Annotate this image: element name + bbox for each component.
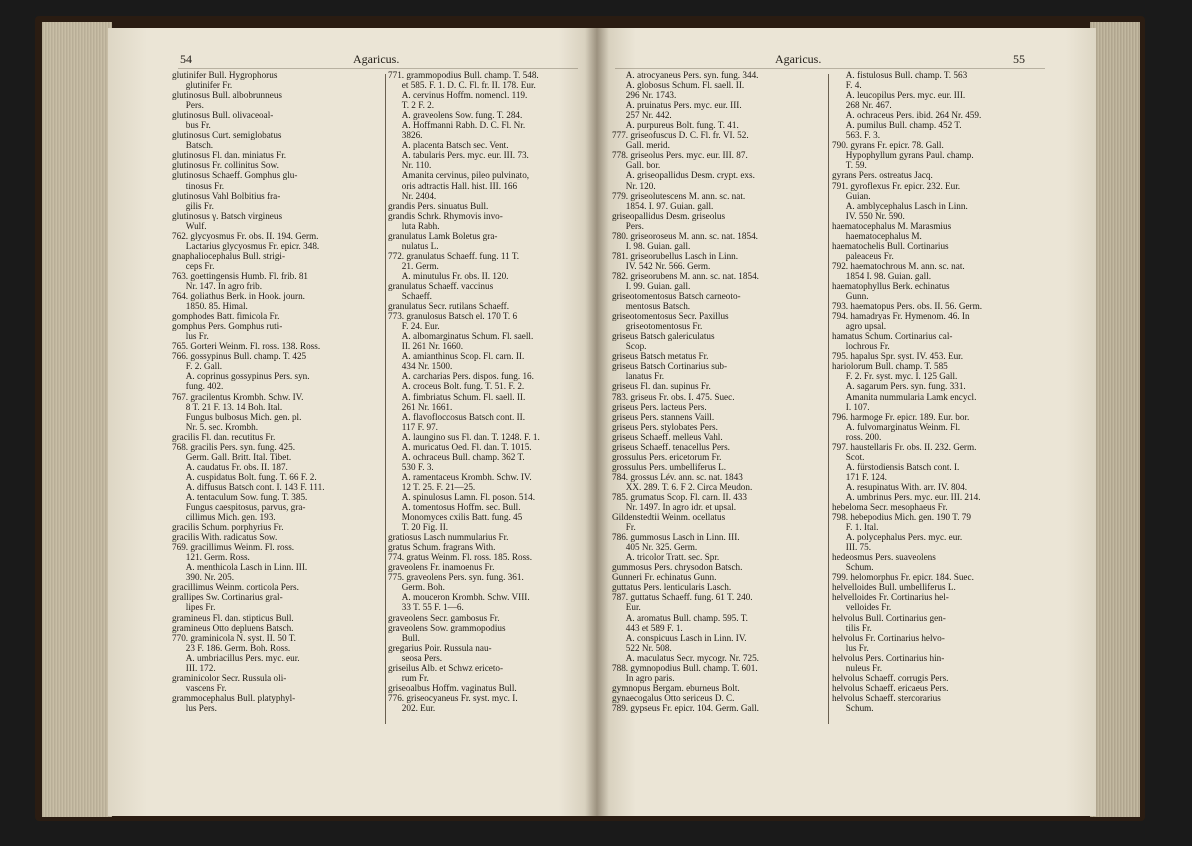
index-line: rum Fr. xyxy=(388,672,429,683)
header-rule-right xyxy=(615,68,1045,69)
index-line: A. minutulus Fr. obs. II. 120. xyxy=(388,270,509,281)
index-line: A. purpureus Bolt. fung. T. 41. xyxy=(612,120,739,131)
index-line: graminicolor Secr. Russula oli- xyxy=(172,672,287,683)
index-line: Pers. xyxy=(172,100,204,111)
index-line: A. polycephalus Pers. myc. eur. xyxy=(832,532,963,543)
index-line: Gall. bor. xyxy=(612,160,661,171)
index-line: 261 Nr. 1661. xyxy=(388,401,453,412)
index-line: 770. graminicola N. syst. II. 50 T. xyxy=(172,632,296,643)
index-line: Monomyces cxilis Batt. fung. 45 xyxy=(388,512,523,523)
running-title-left: Agaricus. xyxy=(353,52,400,66)
index-line: 777. griseofuscus D. C. Fl. fr. VI. 52. xyxy=(612,130,749,141)
index-line: et 585. F. 1. D. C. Fl. fr. II. 178. Eur. xyxy=(388,80,536,91)
index-line: Wulf. xyxy=(172,220,207,231)
index-line: I. 107. xyxy=(832,401,870,412)
index-line: Fungus bulbosus Mich. gen. pl. xyxy=(172,411,302,422)
header-rule-left xyxy=(178,68,578,69)
index-line: ceps Fr. xyxy=(172,260,215,271)
index-line: gratus Schum. fragrans With. xyxy=(388,542,496,553)
index-line: A. flavofloccosus Batsch cont. II. xyxy=(388,411,526,422)
index-line: gilis Fr. xyxy=(172,200,214,211)
index-line: griseus Pers. stylobates Pers. xyxy=(612,421,718,432)
index-line: vascens Fr. xyxy=(172,682,227,693)
index-line: gregarius Poir. Russula nau- xyxy=(388,642,492,653)
index-line: A. caudatus Fr. obs. II. 187. xyxy=(172,461,288,472)
index-line: 764. goliathus Berk. in Hook. journ. xyxy=(172,291,305,302)
index-line: Schum. xyxy=(832,702,874,713)
index-line: 522 Nr. 508. xyxy=(612,642,672,653)
index-line: helvolus Schaeff. corrugis Pers. xyxy=(832,672,949,683)
index-line: griseilus Alb. et Schwz ericeto- xyxy=(388,662,504,673)
index-line: griseotomentosus Fr. xyxy=(612,321,703,332)
index-line: 268 Nr. 467. xyxy=(832,100,892,111)
left-page-column-1 xyxy=(172,70,382,713)
index-line: A. maculatus Secr. mycogr. Nr. 725. xyxy=(612,652,759,663)
index-line: gnaphaliocephalus Bull. strigi- xyxy=(172,250,286,261)
index-line: 171 F. 124. xyxy=(832,471,887,482)
index-line: griseus Schaeff. tenacellus Pers. xyxy=(612,441,730,452)
index-line: hamatus Schum. Cortinarius cal- xyxy=(832,331,953,342)
index-line: T. 59. xyxy=(832,160,867,171)
index-line: 3826. xyxy=(388,130,423,141)
index-line: XX. 289. T. 6. F 2. Circa Meudon. xyxy=(612,481,753,492)
index-line: granulatus Secr. rutilans Schaeff. xyxy=(388,301,510,312)
index-line: 791. gyroflexus Fr. epicr. 232. Eur. xyxy=(832,180,961,191)
index-line: Hypophyllum gyrans Paul. champ. xyxy=(832,150,974,161)
column-divider-right xyxy=(828,74,829,724)
index-line: T. 2 F. 2. xyxy=(388,100,435,111)
index-line: 774. gratus Weinm. Fl. ross. 185. Ross. xyxy=(388,552,533,563)
index-line: hariolorum Bull. champ. T. 585 xyxy=(832,361,948,372)
index-line: lanatus Fr. xyxy=(612,371,665,382)
left-page-edges xyxy=(42,22,112,817)
index-line: A. fistulosus Bull. champ. T. 563 xyxy=(832,70,968,80)
index-line: glutinosus Vahl Bolbitius fra- xyxy=(172,190,281,201)
index-line: Eur. xyxy=(612,602,641,613)
index-line: helvolus Fr. Cortinarius helvo- xyxy=(832,632,945,643)
index-line: Germ. Boh. xyxy=(388,582,445,593)
index-line: A. cuspidatus Bolt. fung. T. 66 F. 2. xyxy=(172,471,317,482)
index-line: Schaeff. xyxy=(388,291,432,302)
index-line: oris adtractis Hall. hist. III. 166 xyxy=(388,180,518,191)
index-line: graveolens Fr. inamoenus Fr. xyxy=(388,562,495,573)
index-line: A. tabularis Pers. myc. eur. III. 73. xyxy=(388,150,529,161)
index-line: haematophyllus Berk. echinatus xyxy=(832,280,950,291)
index-line: Scop. xyxy=(612,341,647,352)
index-line: griseus Fl. dan. supinus Fr. xyxy=(612,381,711,392)
index-line: graveolens Sow. grammopodius xyxy=(388,622,506,633)
index-line: glutinifer Bull. Hygrophorus xyxy=(172,70,278,80)
index-line: A. pruinatus Pers. myc. eur. III. xyxy=(612,100,742,111)
index-line: griseoalbus Hoffm. vaginatus Bull. xyxy=(388,682,517,693)
index-line: 767. gracilentus Krombh. Schw. IV. xyxy=(172,391,304,402)
index-line: IV. 542 Nr. 566. Germ. xyxy=(612,260,711,271)
index-line: haematocephalus M. Marasmius xyxy=(832,220,952,231)
index-line: gramineus Otto depluens Batsch. xyxy=(172,622,294,633)
index-line: griseus Pers. stannens Vaill. xyxy=(612,411,715,422)
index-line: griseus Batsch Cortinarius sub- xyxy=(612,361,728,372)
index-line: 23 F. 186. Germ. Boh. Ross. xyxy=(172,642,291,653)
index-line: 766. gossypinus Bull. champ. T. 425 xyxy=(172,351,307,362)
index-line: A. muricatus Oed. Fl. dan. T. 1015. xyxy=(388,441,532,452)
index-line: III. 75. xyxy=(832,542,872,553)
index-line: A. sagarum Pers. syn. fung. 331. xyxy=(832,381,966,392)
index-line: gomphus Pers. Gomphus ruti- xyxy=(172,321,283,332)
index-line: fung. 402. xyxy=(172,381,224,392)
index-line: luta Rabh. xyxy=(388,220,440,231)
index-line: A. ochraceus Bull. champ. 362 T. xyxy=(388,451,525,462)
index-line: Nr. 2404. xyxy=(388,190,437,201)
index-line: glutinosus γ. Batsch virgineus xyxy=(172,210,283,221)
index-line: A. umbrinus Pers. myc. eur. III. 214. xyxy=(832,491,981,502)
index-line: griseus Schaeff. melleus Vahl. xyxy=(612,431,723,442)
index-line: Bull. xyxy=(388,632,420,643)
index-line: A. amblycephalus Lasch in Linn. xyxy=(832,200,968,211)
index-line: A. aromatus Bull. champ. 595. T. xyxy=(612,612,748,623)
index-line: 33 T. 55 F. 1—6. xyxy=(388,602,464,613)
index-line: 121. Germ. Ross. xyxy=(172,552,250,563)
index-line: A. ochraceus Pers. ibid. 264 Nr. 459. xyxy=(832,110,982,121)
index-line: gracilis With. radicatus Sow. xyxy=(172,532,278,543)
index-line: A. coprinus gossypinus Pers. syn. xyxy=(172,371,310,382)
index-line: haematochelis Bull. Cortinarius xyxy=(832,240,949,251)
index-line: F. 24. Eur. xyxy=(388,321,440,332)
index-line: F. 2. Gall. xyxy=(172,361,223,372)
index-line: mentosus Batsch. xyxy=(612,301,691,312)
index-line: A. laungino sus Fl. dan. T. 1248. F. 1. xyxy=(388,431,540,442)
index-line: grandis Pers. sinuatus Bull. xyxy=(388,200,489,211)
index-line: lipes Fr. xyxy=(172,602,216,613)
index-line: 771. grammopodius Bull. champ. T. 548. xyxy=(388,70,539,80)
index-line: Amanita cervinus, pileo pulvinato, xyxy=(388,170,530,181)
index-line: velloides Fr. xyxy=(832,602,892,613)
index-line: 798. hebepodius Mich. gen. 190 T. 79 xyxy=(832,512,971,523)
index-line: Nr. 5. sec. Krombh. xyxy=(172,421,258,432)
index-line: 781. griseorubellus Lasch in Linn. xyxy=(612,250,739,261)
index-line: 1854. I. 97. Guian. gall. xyxy=(612,200,714,211)
index-line: 793. haematopus Pers. obs. II. 56. Germ. xyxy=(832,301,983,312)
index-line: helvolus Schaeff. stercorarius xyxy=(832,692,941,703)
index-line: A. tricolor Tratt. sec. Spr. xyxy=(612,552,720,563)
index-line: helvolus Schaeff. ericaeus Pers. xyxy=(832,682,949,693)
index-line: gyrans Pers. ostreatus Jacq. xyxy=(832,170,933,181)
index-line: Gunn. xyxy=(832,291,869,302)
index-line: Pers. xyxy=(612,220,644,231)
index-line: helvelloides Bull. umbelliferus L. xyxy=(832,582,956,593)
index-line: I. 99. Guian. gall. xyxy=(612,280,691,291)
index-line: Gall. merid. xyxy=(612,140,670,151)
index-line: lus Fr. xyxy=(172,331,209,342)
index-line: griseus Pers. lacteus Pers. xyxy=(612,401,707,412)
index-line: paleaceus Fr. xyxy=(832,250,894,261)
index-line: graveolens Secr. gambosus Fr. xyxy=(388,612,500,623)
index-line: T. 20 Fig. II. xyxy=(388,522,449,533)
index-line: grammocephalus Bull. platyphyl- xyxy=(172,692,296,703)
index-line: gracilis Schum. porphyrius Fr. xyxy=(172,522,284,533)
index-line: gracilis Fl. dan. recutitus Fr. xyxy=(172,431,276,442)
index-line: A. Hoffmanni Rabh. D. C. Fl. Nr. xyxy=(388,120,526,131)
index-line: 778. griseolus Pers. myc. eur. III. 87. xyxy=(612,150,748,161)
index-line: 762. glycyosmus Fr. obs. II. 194. Germ. xyxy=(172,230,319,241)
index-line: A. atrocyaneus Pers. syn. fung. 344. xyxy=(612,70,759,80)
index-line: 795. hapalus Spr. syst. IV. 453. Eur. xyxy=(832,351,964,362)
index-line: 1850. 85. Himal. xyxy=(172,301,248,312)
index-line: 789. gypseus Fr. epicr. 104. Germ. Gall. xyxy=(612,702,759,713)
index-line: A. umbriacillus Pers. myc. eur. xyxy=(172,652,300,663)
index-line: agro upsal. xyxy=(832,321,887,332)
index-line: griseotomentosus Batsch carneoto- xyxy=(612,291,741,302)
index-line: Lactarius glycyosmus Fr. epicr. 348. xyxy=(172,240,320,251)
index-line: 775. graveolens Pers. syn. fung. 361. xyxy=(388,572,524,583)
index-line: 390. Nr. 205. xyxy=(172,572,235,583)
index-line: A. diffusus Batsch cont. I. 143 F. 111. xyxy=(172,481,325,492)
index-line: grossulus Pers. ericetorum Fr. xyxy=(612,451,722,462)
index-line: Schum. xyxy=(832,562,874,573)
index-line: A. ramentaceus Krombh. Schw. IV. xyxy=(388,471,532,482)
index-line: A. tentaculum Sow. fung. T. 385. xyxy=(172,491,308,502)
index-line: 117 F. 97. xyxy=(388,421,438,432)
running-title-right: Agaricus. xyxy=(775,52,822,66)
index-line: 202. Eur. xyxy=(388,702,436,713)
index-line: 765. Gorteri Weinm. Fl. ross. 138. Ross. xyxy=(172,341,321,352)
index-line: 21. Germ. xyxy=(388,260,439,271)
index-line: gratiosus Lasch nummularius Fr. xyxy=(388,532,509,543)
index-line: 787. guttatus Schaeff. fung. 61 T. 240. xyxy=(612,592,753,603)
index-line: 786. gummosus Lasch in Linn. III. xyxy=(612,532,740,543)
index-line: 799. helomorphus Fr. epicr. 184. Suec. xyxy=(832,572,974,583)
index-line: seosa Pers. xyxy=(388,652,443,663)
index-line: lus Pers. xyxy=(172,702,217,713)
index-line: glutinosus Schaeff. Gomphus glu- xyxy=(172,170,298,181)
index-line: 779. griseolutescens M. ann. sc. nat. xyxy=(612,190,746,201)
index-line: grossulus Pers. umbelliferus L. xyxy=(612,461,727,472)
index-line: 12 T. 25. F. 21—25. xyxy=(388,481,476,492)
index-line: guttatus Pers. lenticularis Lasch. xyxy=(612,582,732,593)
index-line: grallipes Sw. Cortinarius gral- xyxy=(172,592,283,603)
index-line: A. carcharias Pers. dispos. fung. 16. xyxy=(388,371,534,382)
index-line: Germ. Gall. Britt. Ital. Tibet. xyxy=(172,451,292,462)
index-line: I. 98. Guian. gall. xyxy=(612,240,691,251)
index-line: Batsch. xyxy=(172,140,214,151)
index-line: 776. griseocyaneus Fr. syst. myc. I. xyxy=(388,692,518,703)
index-line: gracillimus Weinm. corticola Pers. xyxy=(172,582,299,593)
index-line: lus Fr. xyxy=(832,642,869,653)
index-line: gramineus Fl. dan. stipticus Bull. xyxy=(172,612,294,623)
index-line: griseus Batsch galericulatus xyxy=(612,331,715,342)
index-line: gymnopus Bergam. eburneus Bolt. xyxy=(612,682,740,693)
index-line: 780. griseoroseus M. ann. sc. nat. 1854. xyxy=(612,230,758,241)
index-line: 405 Nr. 325. Germ. xyxy=(612,542,698,553)
right-page-column-1 xyxy=(612,70,824,713)
index-line: A. croceus Bolt. fung. T. 51. F. 2. xyxy=(388,381,525,392)
index-line: glutinosus Bull. albobrunneus xyxy=(172,90,282,101)
index-line: 563. F. 3. xyxy=(832,130,881,141)
index-line: lochrous Fr. xyxy=(832,341,890,352)
column-divider-left xyxy=(385,74,386,724)
index-line: tinosus Fr. xyxy=(172,180,225,191)
index-line: glutinosus Curt. semiglobatus xyxy=(172,130,282,141)
index-line: F. 4. xyxy=(832,80,862,91)
index-line: A. fimbriatus Schum. Fl. saell. II. xyxy=(388,391,526,402)
index-line: granulatus Schaeff. vaccinus xyxy=(388,280,494,291)
index-line: Nr. 1497. In agro idr. et upsal. xyxy=(612,502,737,513)
index-line: granulatus Lamk Boletus gra- xyxy=(388,230,498,241)
index-line: Nr. 147. In agro frib. xyxy=(172,280,263,291)
index-line: 257 Nr. 442. xyxy=(612,110,672,121)
index-line: A. graveolens Sow. fung. T. 284. xyxy=(388,110,523,121)
index-line: In agro paris. xyxy=(612,672,675,683)
index-line: ross. 200. xyxy=(832,431,882,442)
index-line: III. 172. xyxy=(172,662,216,673)
index-line: 794. hamadryas Fr. Hymenom. 46. In xyxy=(832,311,970,322)
index-line: Nr. 110. xyxy=(388,160,432,171)
index-line: F. 2. Fr. syst. myc. I. 125 Gall. xyxy=(832,371,958,382)
index-line: IV. 550 Nr. 590. xyxy=(832,210,905,221)
index-line: 772. granulatus Schaeff. fung. 11 T. xyxy=(388,250,520,261)
index-line: 784. grossus Lév. ann. sc. nat. 1843 xyxy=(612,471,743,482)
index-line: grandis Schrk. Rhymovis invo- xyxy=(388,210,503,221)
index-line: Amanita nummularia Lamk encycl. xyxy=(832,391,977,402)
index-line: F. 1. Ital. xyxy=(832,522,879,533)
index-line: A. fürstodiensis Batsch cont. I. xyxy=(832,461,960,472)
index-line: gynaecogalus Otto sericeus D. C. xyxy=(612,692,735,703)
index-line: A. conspicuus Lasch in Linn. IV. xyxy=(612,632,747,643)
index-line: 530 F. 3. xyxy=(388,461,434,472)
index-line: 443 et 589 F. 1. xyxy=(612,622,683,633)
index-line: hebeloma Secr. mesophaeus Fr. xyxy=(832,502,948,513)
index-line: glutinosus Fl. dan. miniatus Fr. xyxy=(172,150,287,161)
index-line: A. amianthinus Scop. Fl. carn. II. xyxy=(388,351,525,362)
index-line: 296 Nr. 1743. xyxy=(612,90,677,101)
index-line: griseotomentosus Secr. Paxillus xyxy=(612,311,729,322)
index-line: A. mouceron Krombh. Schw. VIII. xyxy=(388,592,530,603)
index-line: 768. gracilis Pers. syn. fung. 425. xyxy=(172,441,295,452)
index-line: Gildenstedtii Weinm. ocellatus xyxy=(612,512,726,523)
index-line: glutinosus Bull. olivaceoal- xyxy=(172,110,274,121)
index-line: A. menthicola Lasch in Linn. III. xyxy=(172,562,308,573)
index-line: helvolus Pers. Cortinarius hin- xyxy=(832,652,945,663)
index-line: Guian. xyxy=(832,190,871,201)
index-line: glutinosus Fr. collinitus Sow. xyxy=(172,160,279,171)
index-line: helvelloides Fr. Cortinarius hel- xyxy=(832,592,949,603)
index-line: cillimus Mich. gen. 193. xyxy=(172,512,276,523)
index-line: A. globosus Schum. Fl. saell. II. xyxy=(612,80,745,91)
index-line: 773. granulosus Batsch el. 170 T. 6 xyxy=(388,311,518,322)
index-line: 8 T. 21 F. 13. 14 Boh. Ital. xyxy=(172,401,283,412)
index-line: gummosus Pers. chrysodon Batsch. xyxy=(612,562,743,573)
index-line: Nr. 120. xyxy=(612,180,656,191)
index-line: 434 Nr. 1500. xyxy=(388,361,453,372)
index-line: 769. gracillimus Weinm. Fl. ross. xyxy=(172,542,295,553)
index-line: A. leucopilus Pers. myc. eur. III. xyxy=(832,90,966,101)
index-line: II. 261 Nr. 1660. xyxy=(388,341,464,352)
index-line: 785. grumatus Scop. Fl. carn. II. 433 xyxy=(612,491,747,502)
index-line: 792. haematochrous M. ann. sc. nat. xyxy=(832,260,965,271)
index-line: A. placenta Batsch sec. Vent. xyxy=(388,140,509,151)
index-line: A. cervinus Hoffm. nomencl. 119. xyxy=(388,90,528,101)
index-line: 797. haustellaris Fr. obs. II. 232. Germ. xyxy=(832,441,977,452)
index-line: helvolus Bull. Cortinarius gen- xyxy=(832,612,946,623)
index-line: 763. goettingensis Humb. Fl. frib. 81 xyxy=(172,270,309,281)
index-line: hedeosmus Pers. suaveolens xyxy=(832,552,936,563)
index-line: glutinifer Fr. xyxy=(172,80,233,91)
index-line: gomphodes Batt. fimicola Fr. xyxy=(172,311,280,322)
index-line: Fr. xyxy=(612,522,636,533)
index-line: A. fulvomarginatus Weinm. Fl. xyxy=(832,421,961,432)
right-page-column-2 xyxy=(832,70,1044,713)
index-line: 788. gymnopodius Bull. champ. T. 601. xyxy=(612,662,758,673)
index-line: nulatus L. xyxy=(388,240,439,251)
index-line: 783. griseus Fr. obs. I. 475. Suec. xyxy=(612,391,735,402)
index-line: 1854 I. 98. Guian. gall. xyxy=(832,270,932,281)
index-line: A. albomarginatus Schum. Fl. saell. xyxy=(388,331,534,342)
index-line: Gunneri Fr. echinatus Gunn. xyxy=(612,572,717,583)
index-line: griseopallidus Desm. griseolus xyxy=(612,210,726,221)
index-line: A. griseopallidus Desm. crypt. exs. xyxy=(612,170,755,181)
index-line: 790. gyrans Fr. epicr. 78. Gall. xyxy=(832,140,944,151)
index-line: 796. harmoge Fr. epicr. 189. Eur. bor. xyxy=(832,411,970,422)
right-page-edges xyxy=(1090,22,1140,817)
page-number-right: 55 xyxy=(1013,52,1025,66)
index-line: haematocephalus M. xyxy=(832,230,922,241)
index-line: griseus Batsch metatus Fr. xyxy=(612,351,709,362)
index-line: A. resupinatus With. arr. IV. 804. xyxy=(832,481,968,492)
index-line: A. tomentosus Hoffm. sec. Bull. xyxy=(388,502,521,513)
book-gutter xyxy=(585,28,609,816)
index-line: Scot. xyxy=(832,451,865,462)
index-line: tilis Fr. xyxy=(832,622,872,633)
index-line: nuleus Fr. xyxy=(832,662,883,673)
index-line: bus Fr. xyxy=(172,120,211,131)
index-line: 782. griseorubens M. ann. sc. nat. 1854. xyxy=(612,270,759,281)
index-line: Fungus caespitosus, parvus, gra- xyxy=(172,502,306,513)
index-line: A. spinulosus Lamn. Fl. poson. 514. xyxy=(388,491,536,502)
index-line: A. pumilus Bull. champ. 452 T. xyxy=(832,120,962,131)
left-page-column-2 xyxy=(388,70,588,713)
page-number-left: 54 xyxy=(180,52,192,66)
